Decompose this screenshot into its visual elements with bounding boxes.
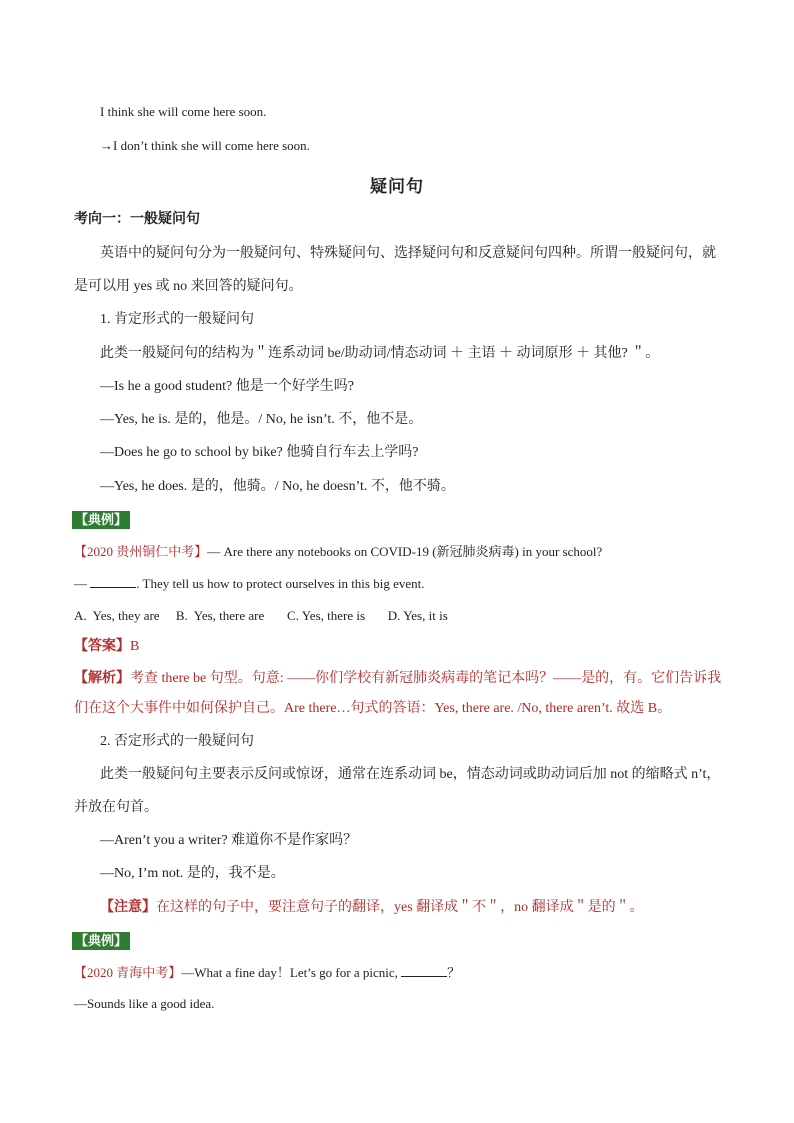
section-heading: 考向一：一般疑问句	[74, 212, 200, 227]
example-tag: 【典例】	[72, 932, 130, 950]
dash: —	[74, 576, 91, 591]
note-text: 在这样的句子中，要注意句子的翻译，yes 翻译成＂不＂，no 翻译成＂是的＂。	[156, 900, 644, 915]
example-line: —Is he a good student? 他是一个好学生吗?	[100, 379, 354, 394]
negative-rule-line2: 并放在句首。	[74, 800, 158, 815]
line-example-affirmative: I think she will come here soon.	[100, 104, 267, 119]
intro-paragraph-line1: 英语中的疑问句分为一般疑问句、特殊疑问句、选择疑问句和反意疑问句四种。所谓一般疑问句，就	[100, 246, 716, 261]
question-text: ？	[447, 965, 461, 980]
explanation-line2: 们在这个大事件中如何保护自己。Are there…句式的答语：Yes, there are. /No, there aren’t. 故选 B。	[74, 701, 672, 716]
negative-rule-line1: 此类一般疑问句主要表示反问或惊讶，通常在连系动词 be，情态动词或助动词后加 not 的缩略式 n’t，	[100, 767, 721, 782]
answer-line	[74, 638, 139, 656]
question-1	[74, 543, 602, 561]
explanation-line1	[74, 670, 721, 688]
structure-rule: 此类一般疑问句的结构为＂连系动词 be/助动词/情态动词 ＋ 主语 ＋ 动词原形 ＋ 其他? ＂。	[100, 346, 660, 361]
example-line: —Yes, he does. 是的，他骑。/ No, he doesn’t. 不，他不骑。	[100, 479, 455, 494]
answer-value: B	[130, 639, 140, 654]
note-tag: 【注意】	[100, 900, 156, 915]
answer-blank	[401, 964, 447, 977]
example-line: —No, I’m not. 是的，我不是。	[100, 866, 285, 881]
question-2-line2: —Sounds like a good idea.	[74, 996, 215, 1011]
subheading-negative: 2. 否定形式的一般疑问句	[100, 734, 254, 749]
example-line: —Yes, he is. 是的，他是。/ No, he isn’t. 不，他不是。	[100, 412, 423, 427]
question-text: — Are there any notebooks on COVID-19 (新冠肺炎病毒) in your school?	[207, 544, 603, 559]
explanation-text: 考查 there be 句型。句意: ——你们学校有新冠肺炎病毒的笔记本吗？——是的，有。它们告诉我	[130, 671, 722, 686]
intro-paragraph-line2: 是可以用 yes 或 no 来回答的疑问句。	[74, 279, 303, 294]
question-source: 【2020 青海中考】	[74, 965, 182, 980]
explanation-tag: 【解析】	[74, 671, 130, 686]
line-example-negative: →I don’t think she will come here soon.	[100, 138, 310, 153]
question-2	[74, 964, 460, 982]
answer-tag: 【答案】	[74, 639, 130, 654]
question-1-line2	[74, 575, 425, 593]
subheading-affirmative: 1. 肯定形式的一般疑问句	[100, 312, 254, 327]
note-line	[100, 899, 644, 917]
example-line: —Aren’t you a writer? 难道你不是作家吗？	[100, 833, 358, 848]
question-text: . They tell us how to protect ourselves in this big event.	[136, 576, 425, 591]
answer-blank	[90, 575, 136, 588]
example-tag: 【典例】	[72, 511, 130, 529]
page-title: 疑问句	[370, 177, 424, 196]
example-line: —Does he go to school by bike? 他骑自行车去上学吗?	[100, 445, 419, 460]
question-source: 【2020 贵州铜仁中考】	[74, 544, 208, 559]
question-text: —What a fine day！Let’s go for a picnic,	[181, 965, 402, 980]
question-1-options: A. Yes, they are B. Yes, there are C. Yes, there is D. Yes, it is	[74, 608, 448, 623]
